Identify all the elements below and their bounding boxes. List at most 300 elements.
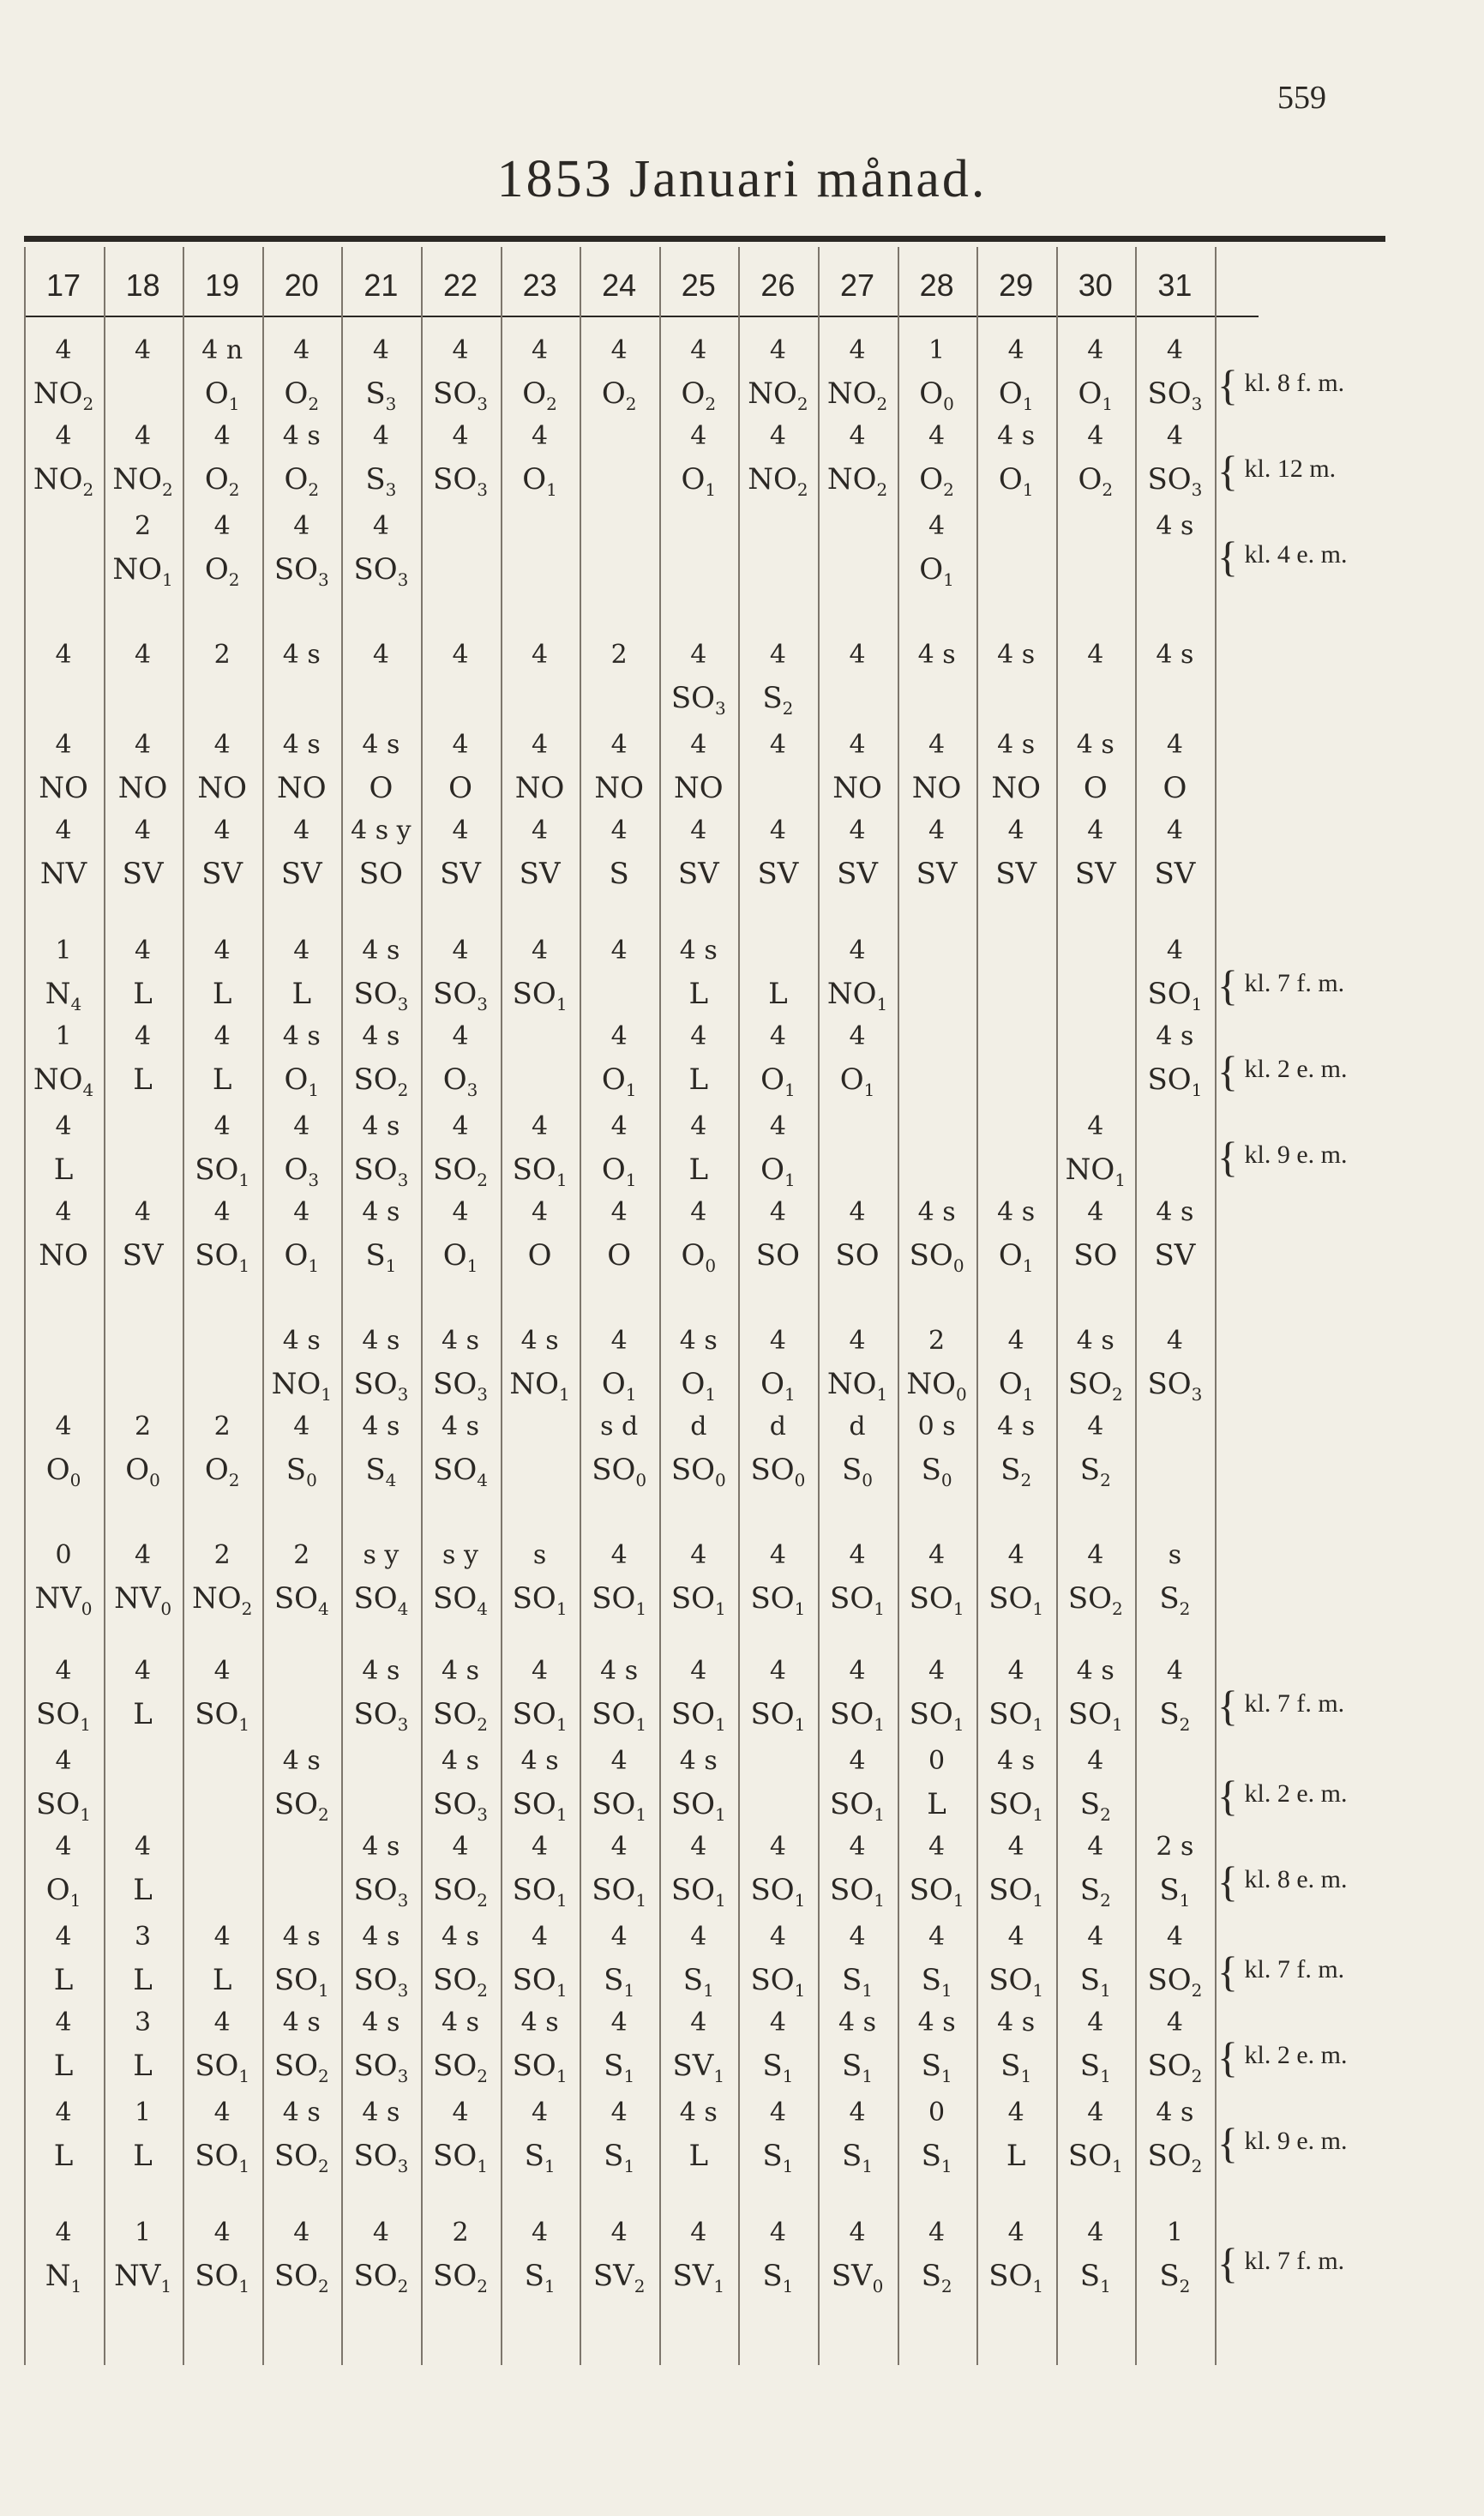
table-cell — [976, 334, 1055, 420]
cell-code: $SO_4$ — [273, 1581, 329, 1619]
cell-code: SV — [122, 857, 164, 891]
cell-code: $SO_1$ — [592, 1873, 647, 1911]
cell-value: 4 — [135, 1540, 152, 1570]
cell-value: 4 — [610, 1746, 628, 1776]
table-cell — [104, 639, 183, 725]
cell-value: 4 — [690, 1197, 707, 1227]
cell-code: $NO_2$ — [826, 376, 888, 414]
cell-code — [976, 677, 1055, 725]
table-cell — [580, 1325, 658, 1411]
cell-code: $O_1$ — [681, 1367, 717, 1405]
cell-code: L — [688, 2139, 709, 2173]
time-note — [1217, 1857, 1348, 1906]
cell-value: 4 — [610, 936, 628, 966]
cell-code: $SO_0$ — [592, 1453, 647, 1490]
cell-code: NV — [39, 857, 87, 891]
table-cell — [341, 510, 420, 596]
brace-icon: { — [1217, 447, 1238, 495]
cell-value: 4 s — [282, 1326, 321, 1356]
table-cell — [580, 1921, 658, 2007]
cell-code: $SO_3$ — [1147, 1367, 1203, 1405]
cell-value: 4 — [769, 1922, 786, 1952]
table-cell — [501, 2007, 580, 2092]
cell-code — [1135, 548, 1214, 596]
cell-code: $SO_1$ — [195, 1238, 250, 1276]
table-cell — [24, 1196, 103, 1282]
table-cell — [341, 815, 420, 900]
cell-value: 4 — [1166, 730, 1183, 760]
table-cell — [421, 2217, 500, 2302]
cell-value: 3 — [135, 1922, 152, 1952]
cell-code: NO — [594, 771, 644, 805]
note-label: kl. 7 f. m. — [1238, 1688, 1345, 1718]
cell-code — [1056, 677, 1135, 725]
table-cell — [818, 1745, 897, 1831]
time-note — [1217, 532, 1348, 581]
table-cell — [183, 2217, 261, 2302]
cell-code: $O_1$ — [601, 1367, 637, 1405]
table-cell — [24, 1020, 103, 1106]
table-cell — [262, 2097, 341, 2182]
cell-value: 4 — [135, 1197, 152, 1227]
cell-value: 4 s — [1156, 2098, 1194, 2128]
cell-code: $SO_3$ — [353, 2049, 409, 2086]
cell-code: $S_0$ — [285, 1453, 317, 1490]
cell-code: $S_3$ — [365, 462, 397, 500]
note-label: kl. 12 m. — [1238, 454, 1337, 483]
cell-code: $NO_4$ — [33, 1062, 94, 1100]
cell-value: 4 — [610, 1540, 628, 1570]
table-cell — [580, 935, 658, 1020]
cell-value: 4 s — [362, 2098, 400, 2128]
table-cell — [659, 1745, 738, 1831]
brace-icon: { — [1217, 961, 1238, 1009]
table-cell — [24, 815, 103, 900]
table-cell — [262, 2007, 341, 2092]
cell-code: $SO_0$ — [670, 1453, 726, 1490]
cell-code: $O_1$ — [998, 1238, 1034, 1276]
cell-value: 4 — [610, 2007, 628, 2037]
cell-code: $SO_1$ — [988, 1697, 1044, 1735]
table-cell — [421, 1020, 500, 1106]
table-cell — [898, 1196, 976, 1282]
cell-code — [898, 677, 976, 725]
table-cell — [421, 1111, 500, 1196]
cell-value: 4 — [849, 1832, 866, 1862]
cell-value: 4 — [1087, 335, 1104, 365]
cell-code — [738, 767, 817, 815]
cell-value: 4 s — [997, 421, 1036, 451]
table-cell — [501, 1196, 580, 1282]
cell-code: $SO_1$ — [592, 1787, 647, 1825]
cell-code: $SO_2$ — [273, 1787, 329, 1825]
cell-code: $SO_1$ — [909, 1697, 964, 1735]
table-cell — [976, 1921, 1055, 2007]
table-cell — [976, 1655, 1055, 1741]
cell-value: d — [769, 1411, 786, 1442]
brace-icon: { — [1217, 361, 1238, 409]
cell-value: 1 — [1166, 2218, 1183, 2248]
cell-value: 4 — [452, 421, 469, 451]
cell-code: $S_2$ — [1079, 1787, 1111, 1825]
cell-value: 4 — [135, 421, 152, 451]
table-cell — [976, 1411, 1055, 1496]
cell-code: $O_1$ — [998, 1367, 1034, 1405]
cell-code: $O_1$ — [998, 376, 1034, 414]
cell-code: O — [607, 1238, 632, 1273]
cell-code: $SO_3$ — [433, 376, 488, 414]
table-cell — [580, 1111, 658, 1196]
cell-value: 4 — [372, 511, 389, 541]
table-cell — [659, 2217, 738, 2302]
table-cell — [421, 729, 500, 815]
time-note — [1217, 446, 1336, 496]
cell-value: 4 — [849, 2098, 866, 2128]
cell-value: 4 — [769, 1832, 786, 1862]
table-cell — [580, 2007, 658, 2092]
cell-value: 4 — [532, 335, 549, 365]
cell-code — [501, 677, 580, 725]
cell-code: $O_1$ — [442, 1238, 478, 1276]
cell-code: NO — [673, 771, 724, 805]
cell-value: 4 — [135, 1832, 152, 1862]
cell-value: 4 s — [997, 1746, 1036, 1776]
cell-value: 4 — [532, 730, 549, 760]
table-cell — [262, 2217, 341, 2302]
cell-value: 4 — [213, 816, 231, 846]
table-cell — [24, 1539, 103, 1625]
cell-value: 4 — [849, 421, 866, 451]
cell-code: $S_1$ — [762, 2139, 794, 2176]
cell-value: 0 — [928, 1746, 946, 1776]
table-cell — [421, 1325, 500, 1411]
cell-code: $SO_1$ — [830, 1697, 885, 1735]
table-cell — [1056, 420, 1135, 506]
cell-value: 4 — [213, 936, 231, 966]
cell-value: 4 — [928, 1832, 946, 1862]
cell-code: $SO_1$ — [512, 2049, 568, 2086]
brace-icon: { — [1217, 1047, 1238, 1095]
table-cell — [104, 2097, 183, 2182]
cell-value: 4 — [55, 1832, 72, 1862]
cell-code: L — [688, 1153, 709, 1187]
cell-value: 4 s — [362, 936, 400, 966]
cell-code: $SO_1$ — [512, 1581, 568, 1619]
table-cell — [421, 1745, 500, 1831]
table-cell — [818, 935, 897, 1020]
cell-value: 4 — [928, 730, 946, 760]
cell-value: 4 — [452, 1197, 469, 1227]
cell-code: $SO_1$ — [750, 1963, 806, 2001]
table-cell — [1135, 729, 1214, 815]
cell-value: 4 — [293, 2218, 310, 2248]
cell-code: $NO_2$ — [748, 376, 808, 414]
cell-value: 4 — [610, 335, 628, 365]
cell-value: 4 s — [362, 1832, 400, 1862]
table-cell — [1056, 1831, 1135, 1917]
cell-code: SV — [280, 857, 322, 891]
cell-code: $S_2$ — [1000, 1453, 1032, 1490]
table-cell — [580, 1196, 658, 1282]
cell-value: 4 — [532, 640, 549, 670]
cell-value: d — [849, 1411, 866, 1442]
cell-value: 4 — [928, 421, 946, 451]
table-cell — [659, 1196, 738, 1282]
cell-code: $SO_1$ — [592, 1581, 647, 1619]
cell-value: 4 s — [362, 1021, 400, 1051]
cell-code: $SO_1$ — [512, 1963, 568, 2001]
table-cell — [898, 1921, 976, 2007]
cell-code: $S_1$ — [841, 2049, 874, 2086]
cell-value: 4 — [452, 335, 469, 365]
cell-code: $SO_3$ — [433, 1367, 488, 1405]
table-cell — [1056, 1539, 1135, 1625]
table-cell — [580, 1655, 658, 1741]
cell-code: $O_1$ — [284, 1238, 320, 1276]
cell-code: $SO_3$ — [353, 1367, 409, 1405]
cell-code: $SO_2$ — [273, 2049, 329, 2086]
table-cell — [818, 1196, 897, 1282]
cell-value: 4 s — [362, 2007, 400, 2037]
table-cell — [262, 1411, 341, 1496]
cell-code: $SO_1$ — [592, 1697, 647, 1735]
table-cell — [104, 510, 183, 596]
cell-value: 4 — [690, 1111, 707, 1141]
table-cell — [262, 1325, 341, 1411]
cell-value: 1 — [928, 335, 946, 365]
rule-header — [24, 316, 1259, 317]
cell-code: $S_1$ — [604, 2049, 635, 2086]
cell-code: $NO_2$ — [748, 462, 808, 500]
table-cell — [183, 1020, 261, 1106]
cell-value: 4 s — [282, 730, 321, 760]
cell-code — [24, 677, 103, 725]
table-cell — [898, 1655, 976, 1741]
cell-code: $O_1$ — [601, 1062, 637, 1100]
table-cell — [1135, 935, 1214, 1020]
cell-value: s d — [600, 1411, 639, 1442]
cell-code: O — [1083, 771, 1108, 805]
cell-value: 4 — [928, 816, 946, 846]
cell-value: 4 — [1007, 816, 1024, 846]
cell-value: 4 — [769, 640, 786, 670]
cell-value: 4 — [452, 1021, 469, 1051]
cell-value: 4 — [690, 421, 707, 451]
table-cell — [1135, 1020, 1214, 1106]
cell-value: 4 — [769, 730, 786, 760]
table-cell — [501, 1111, 580, 1196]
cell-code: $SO_2$ — [273, 2139, 329, 2176]
cell-code: SV — [122, 1238, 164, 1273]
cell-code: $NO_1$ — [826, 1367, 888, 1405]
table-cell — [341, 1325, 420, 1411]
cell-value: 4 — [769, 2218, 786, 2248]
table-cell — [183, 1539, 261, 1625]
cell-code: $S_1$ — [524, 2139, 556, 2176]
table-cell — [24, 1655, 103, 1741]
cell-code: $SO_2$ — [433, 1697, 488, 1735]
cell-code — [580, 677, 658, 725]
cell-code: L — [212, 977, 232, 1011]
cell-code: $O_1$ — [681, 462, 717, 500]
table-cell — [341, 1539, 420, 1625]
cell-code: $O_0$ — [681, 1238, 717, 1276]
note-label: kl. 8 f. m. — [1238, 368, 1345, 397]
cell-code: $NO_2$ — [112, 462, 173, 500]
cell-value: 4 — [1087, 1540, 1104, 1570]
table-cell — [341, 334, 420, 420]
table-cell — [24, 639, 103, 725]
cell-value: 4 — [55, 1411, 72, 1442]
cell-code: $S_1$ — [1159, 1873, 1191, 1911]
cell-code: $SV_1$ — [672, 2049, 725, 2086]
table-cell — [580, 1539, 658, 1625]
cell-value: 4 s y — [351, 816, 412, 846]
cell-code: L — [291, 977, 312, 1011]
table-cell — [183, 935, 261, 1020]
cell-code: NO — [117, 771, 168, 805]
cell-value: 4 — [1087, 2098, 1104, 2128]
table-cell — [818, 639, 897, 725]
cell-code: $O_0$ — [45, 1453, 81, 1490]
table-cell — [898, 1411, 976, 1496]
cell-code: $NO_0$ — [906, 1367, 967, 1405]
cell-value: 2 — [135, 1411, 152, 1442]
cell-value: 4 — [293, 511, 310, 541]
cell-code: $O_2$ — [204, 1453, 240, 1490]
cell-code: SV — [1074, 857, 1116, 891]
table-cell — [501, 1325, 580, 1411]
cell-value: 4 — [532, 1922, 549, 1952]
cell-code: $S_1$ — [365, 1238, 397, 1276]
table-cell — [976, 1745, 1055, 1831]
cell-value: 4 s — [600, 1656, 639, 1686]
cell-value: 4 — [849, 730, 866, 760]
cell-value: 4 — [452, 1832, 469, 1862]
table-cell — [818, 1539, 897, 1625]
cell-code: $S_0$ — [921, 1453, 952, 1490]
cell-value: 4 — [213, 1922, 231, 1952]
cell-value: 4 — [690, 730, 707, 760]
cell-code: L — [133, 1963, 153, 1997]
table-cell — [659, 639, 738, 725]
table-cell — [1135, 1921, 1214, 2007]
table-cell — [976, 1325, 1055, 1411]
cell-value: 4 — [135, 730, 152, 760]
cell-code: $O_1$ — [839, 1062, 875, 1100]
cell-code: $O_1$ — [204, 376, 240, 414]
cell-value: 0 — [55, 1540, 72, 1570]
table-cell — [24, 935, 103, 1020]
table-cell — [976, 729, 1055, 815]
cell-value: 4 s — [362, 1656, 400, 1686]
cell-code: $SO_3$ — [433, 977, 488, 1014]
table-cell — [818, 334, 897, 420]
cell-value: 4 — [532, 2098, 549, 2128]
table-cell — [501, 1539, 580, 1625]
cell-code: $O_2$ — [204, 552, 240, 590]
cell-code: $NV_1$ — [114, 2259, 172, 2296]
cell-code: $SO_1$ — [195, 2259, 250, 2296]
cell-value: 4 — [213, 511, 231, 541]
time-note — [1217, 1046, 1348, 1096]
page-title: 1853 Januari månad. — [496, 150, 988, 208]
cell-value: 4 s — [362, 1197, 400, 1227]
cell-code: $SO_2$ — [1067, 1581, 1123, 1619]
cell-value: 4 — [532, 1197, 549, 1227]
table-cell — [262, 1111, 341, 1196]
column-header: 23 — [522, 268, 557, 303]
cell-value: 0 — [928, 2098, 946, 2128]
table-cell — [262, 420, 341, 506]
cell-value: 4 — [1087, 2007, 1104, 2037]
cell-value: 2 — [135, 511, 152, 541]
cell-value: 4 — [690, 1021, 707, 1051]
cell-code: $S_0$ — [841, 1453, 874, 1490]
cell-value: 4 — [532, 2218, 549, 2248]
cell-value: 4 — [213, 1111, 231, 1141]
table-cell — [659, 420, 738, 506]
cell-value: 4 — [690, 1922, 707, 1952]
cell-code: $O_2$ — [601, 376, 637, 414]
table-cell — [501, 334, 580, 420]
cell-value: 4 s — [1156, 640, 1194, 670]
table-cell — [421, 1921, 500, 2007]
cell-code: $O_0$ — [919, 376, 954, 414]
cell-value: d — [690, 1411, 707, 1442]
table-cell — [501, 2097, 580, 2182]
cell-value: 4 — [55, 1111, 72, 1141]
table-cell — [818, 815, 897, 900]
cell-code: SV — [519, 857, 561, 891]
cell-code: $SO_3$ — [433, 462, 488, 500]
cell-value: 4 — [690, 640, 707, 670]
column-header: 19 — [205, 268, 240, 303]
cell-code: $SO_2$ — [1147, 2049, 1203, 2086]
table-cell — [24, 1745, 103, 1831]
cell-value: 4 s — [282, 1922, 321, 1952]
table-cell — [1056, 1921, 1135, 2007]
note-label: kl. 2 e. m. — [1238, 1779, 1348, 1808]
cell-code: SV — [837, 857, 878, 891]
table-cell — [1135, 639, 1214, 725]
note-label: kl. 7 f. m. — [1238, 2246, 1345, 2275]
cell-value: 4 s — [362, 1411, 400, 1442]
table-cell — [183, 2097, 261, 2182]
table-cell — [898, 2007, 976, 2092]
cell-value: 4 — [849, 1746, 866, 1776]
table-cell — [341, 2097, 420, 2182]
table-cell — [262, 935, 341, 1020]
table-cell — [1056, 334, 1135, 420]
cell-code: $SO_3$ — [353, 2139, 409, 2176]
cell-value: 4 — [769, 335, 786, 365]
cell-code: $SO_1$ — [1067, 1697, 1123, 1735]
cell-value: 4 — [1087, 640, 1104, 670]
table-cell — [1135, 1196, 1214, 1282]
cell-value: 4 — [135, 1656, 152, 1686]
table-cell — [1135, 815, 1214, 900]
table-cell — [818, 1655, 897, 1741]
cell-code: $S_1$ — [921, 1963, 952, 2001]
cell-value: s — [1168, 1540, 1182, 1570]
table-cell — [1135, 1539, 1214, 1625]
cell-value: 4 — [55, 1746, 72, 1776]
table-cell — [818, 1921, 897, 2007]
table-cell — [183, 729, 261, 815]
cell-value: 4 s — [282, 640, 321, 670]
cell-value: 4 s — [917, 1197, 956, 1227]
